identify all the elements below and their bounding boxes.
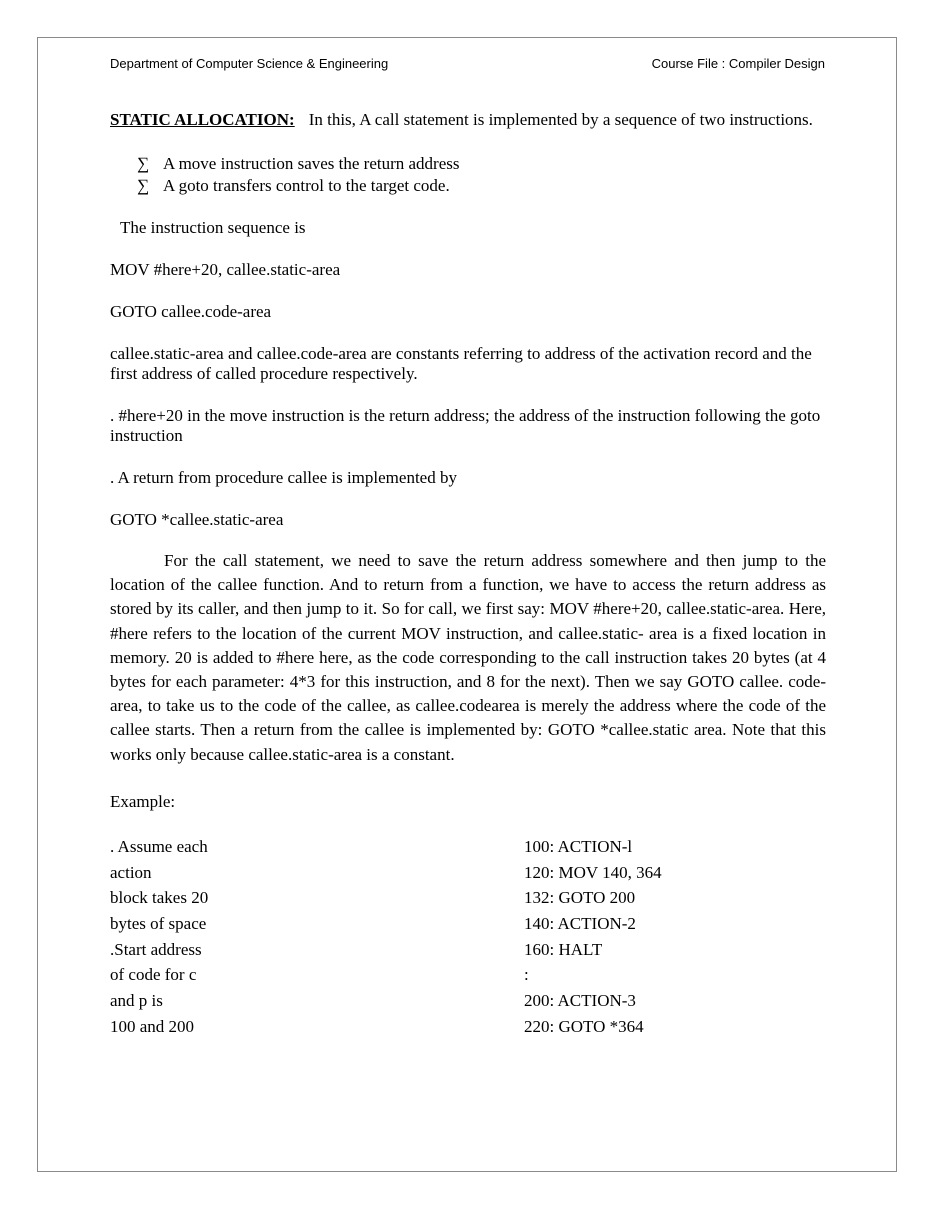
return-intro: . A return from procedure callee is implemented by xyxy=(110,468,457,487)
mov-instruction: MOV #here+20, callee.static-area xyxy=(110,260,341,279)
code-line: 100: ACTION-l xyxy=(524,836,633,856)
list-item xyxy=(110,176,826,196)
bullet-text: A move instruction saves the return address xyxy=(163,154,460,173)
sigma-bullet-icon: ∑ xyxy=(137,154,150,173)
example-heading: Example: xyxy=(110,791,176,811)
page-content xyxy=(110,110,826,1039)
code-line: 220: GOTO *364 xyxy=(524,1016,644,1036)
list-item: . Assume each xyxy=(110,836,208,856)
header-department: Department of Computer Science & Engineering xyxy=(110,56,389,71)
here-paragraph: . #here+20 in the move instruction is the return address; the address of the instruction following the goto instruction xyxy=(110,406,821,445)
section-title-text: STATIC ALLOCATION xyxy=(110,110,290,129)
section-intro xyxy=(110,110,826,130)
code-line: : xyxy=(524,965,529,985)
list-item: and p is xyxy=(110,990,163,1010)
list-item: of code for c xyxy=(110,965,197,985)
sequence-intro: The instruction sequence is xyxy=(120,218,306,237)
explanation-paragraph: For the call statement, we need to save the return address somewhere and then jump to the location of the callee function. And to return from a function, we have to access the return address as stored by its caller, and then jump to it. So for call, we first say: MOV #here+20, callee.static-area. Here, #here refers to the location of the current MOV instruction, and callee.static- area is a fixed location in memory. 20 is added to #here here, as the code corresponding to the call instruction takes 20 bytes (at 4 bytes for each parameter: 4*3 for this instruction, and 8 for the next). Then we say GOTO callee. code-area, to take us to the code of the callee, as callee.codearea is merely the address where the code of the callee starts. Then a return from the callee is implemented by: GOTO *callee.static area. Note that this works only because callee.static-area is a constant. xyxy=(110,551,826,764)
example-table xyxy=(110,834,826,1040)
constants-paragraph: callee.static-area and callee.code-area are constants referring to address of the activation record and the first address of called procedure respectively. xyxy=(110,344,812,383)
bullet-text: A goto transfers control to the target code. xyxy=(163,176,450,195)
example-code xyxy=(524,834,662,1040)
section-title-colon: : xyxy=(289,110,295,129)
return-goto: GOTO *callee.static-area xyxy=(110,510,284,529)
list-item: action xyxy=(110,862,152,882)
section-intro-text: In this, A call statement is implemented by a sequence of two instructions. xyxy=(308,110,813,129)
example-description xyxy=(110,834,524,1040)
code-line: 132: GOTO 200 xyxy=(524,888,636,908)
code-line: 140: ACTION-2 xyxy=(524,913,636,933)
list-item: .Start address xyxy=(110,939,202,959)
list-item xyxy=(110,154,826,174)
list-item: block takes 20 xyxy=(110,888,209,908)
code-line: 160: HALT xyxy=(524,939,603,959)
code-line: 200: ACTION-3 xyxy=(524,990,636,1010)
code-line: 120: MOV 140, 364 xyxy=(524,862,662,882)
goto-instruction: GOTO callee.code-area xyxy=(110,302,272,321)
list-item: bytes of space xyxy=(110,913,207,933)
bullet-list xyxy=(110,154,826,196)
header-course: Course File : Compiler Design xyxy=(651,56,825,71)
sigma-bullet-icon: ∑ xyxy=(137,176,150,195)
section-title xyxy=(110,110,295,129)
list-item: 100 and 200 xyxy=(110,1016,195,1036)
